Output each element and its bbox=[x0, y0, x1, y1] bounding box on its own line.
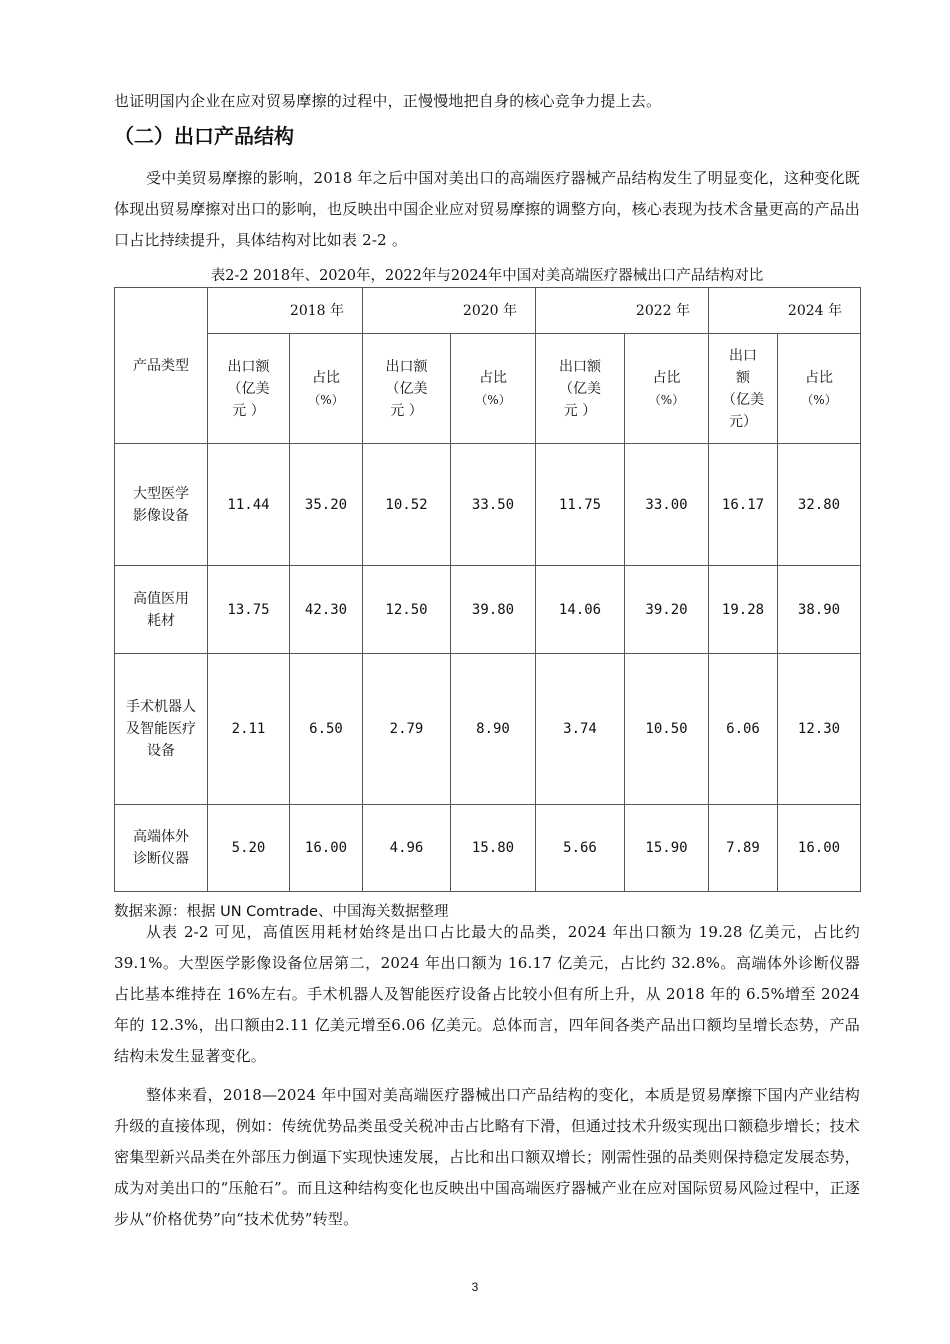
intro-paragraph: 也证明国内企业在应对贸易摩擦的过程中，正慢慢地把自身的核心竞争力提上去。 bbox=[114, 92, 662, 110]
cell-amount-2020: 12.50 bbox=[363, 566, 451, 654]
cell-amount-2022: 3.74 bbox=[536, 654, 625, 805]
cell-amount-2024: 7.89 bbox=[709, 805, 778, 892]
cell-share-2020: 39.80 bbox=[451, 566, 536, 654]
amount-header-line: （亿美 bbox=[722, 391, 764, 408]
table-row bbox=[115, 444, 861, 566]
amount-header-line: 元 ） bbox=[232, 402, 265, 419]
row-product-name bbox=[115, 805, 208, 892]
cell-amount-2018: 5.20 bbox=[208, 805, 290, 892]
row-product-name-line: 大型医学 bbox=[133, 485, 189, 502]
cell-share-2022: 15.90 bbox=[625, 805, 709, 892]
row-product-name-line: 及智能医疗 bbox=[126, 721, 196, 737]
amount-header-line: 出口 bbox=[729, 347, 757, 364]
cell-share-2018: 35.20 bbox=[290, 444, 363, 566]
row-product-name bbox=[115, 566, 208, 654]
amount-header-line: 元 ） bbox=[390, 402, 423, 419]
share-header-line: 占比 bbox=[312, 369, 340, 386]
amount-header-line: （亿美 bbox=[559, 380, 601, 397]
cell-amount-2020: 2.79 bbox=[363, 654, 451, 805]
row-product-name-line: 手术机器人 bbox=[126, 699, 196, 715]
paragraph-structure-intro: 受中美贸易摩擦的影响，2018 年之后中国对美出口的高端医疗器械产品结构发生了明显变化，这种变化既体现出贸易摩擦对出口的影响，也反映出中国企业应对贸易摩擦的调整方向，核心表现为技术含量更高的产品出口占比持续提升，具体结构对比如表 2-2 。 bbox=[114, 169, 860, 249]
cell-share-2020: 15.80 bbox=[451, 805, 536, 892]
amount-header bbox=[536, 334, 625, 444]
table-row bbox=[115, 654, 861, 805]
amount-header-line: 额 bbox=[736, 369, 750, 386]
share-header-line: （%） bbox=[308, 392, 344, 407]
cell-share-2020: 33.50 bbox=[451, 444, 536, 566]
cell-share-2022: 39.20 bbox=[625, 566, 709, 654]
row-product-name-line: 影像设备 bbox=[133, 507, 189, 524]
cell-amount-2022: 11.75 bbox=[536, 444, 625, 566]
cell-amount-2024: 6.06 bbox=[709, 654, 778, 805]
year-header-2018: 2018 年 bbox=[208, 288, 363, 334]
amount-header-line: 出口额 bbox=[385, 358, 428, 375]
cell-amount-2024: 16.17 bbox=[709, 444, 778, 566]
section-heading: （二）出口产品结构 bbox=[114, 124, 294, 148]
cell-amount-2024: 19.28 bbox=[709, 566, 778, 654]
amount-header bbox=[363, 334, 451, 444]
row-product-name bbox=[115, 444, 208, 566]
amount-header-line: （亿美 bbox=[227, 380, 270, 397]
share-header-line: 占比 bbox=[652, 369, 681, 386]
cell-share-2024: 16.00 bbox=[778, 805, 861, 892]
cell-amount-2018: 11.44 bbox=[208, 444, 290, 566]
share-header-line: 占比 bbox=[805, 369, 833, 386]
row-product-name-line: 诊断仪器 bbox=[133, 851, 189, 867]
table-row bbox=[115, 805, 861, 892]
row-product-name-line: 高端体外 bbox=[133, 829, 189, 845]
year-header-2020: 2020 年 bbox=[363, 288, 536, 334]
table-year-row bbox=[115, 288, 861, 334]
amount-header-line: 元） bbox=[729, 413, 757, 430]
year-header-2022: 2022 年 bbox=[536, 288, 709, 334]
amount-header bbox=[709, 334, 778, 444]
share-header-line: （%） bbox=[801, 392, 837, 407]
export-structure-table bbox=[114, 287, 861, 892]
cell-share-2018: 16.00 bbox=[290, 805, 363, 892]
share-header bbox=[451, 334, 536, 444]
cell-amount-2022: 14.06 bbox=[536, 566, 625, 654]
cell-share-2024: 12.30 bbox=[778, 654, 861, 805]
cell-amount-2018: 13.75 bbox=[208, 566, 290, 654]
amount-header-line: 出口额 bbox=[227, 358, 270, 375]
amount-header-line: 元 ） bbox=[563, 402, 597, 419]
cell-share-2024: 32.80 bbox=[778, 444, 861, 566]
product-type-header: 产品类型 bbox=[115, 288, 208, 444]
paragraph-summary: 整体来看，2018—2024 年中国对美高端医疗器械出口产品结构的变化，本质是贸易摩擦下国内产业结构升级的直接体现，例如：传统优势品类虽受关税冲击占比略有下滑，但通过技术升级实现出口额稳步增长；技术密集型新兴品类在外部压力倒逼下实现快速发展，占比和出口额双增长；刚需性强的品类则保持稳定发展态势，成为对美出口的“压舱石”。而且这种结构变化也反映出中国高端医疗器械产业在应对国际贸易风险过程中，正逐步从“价格优势”向“技术优势”转型。 bbox=[114, 1086, 860, 1228]
cell-amount-2020: 4.96 bbox=[363, 805, 451, 892]
cell-share-2018: 6.50 bbox=[290, 654, 363, 805]
cell-share-2020: 8.90 bbox=[451, 654, 536, 805]
cell-share-2022: 10.50 bbox=[625, 654, 709, 805]
page-number: 3 bbox=[471, 1280, 479, 1294]
amount-header bbox=[208, 334, 290, 444]
share-header bbox=[290, 334, 363, 444]
share-header-line: （%） bbox=[648, 392, 685, 407]
share-header bbox=[778, 334, 861, 444]
cell-amount-2022: 5.66 bbox=[536, 805, 625, 892]
table-caption: 表2-2 2018年、2020年，2022年与2024年中国对美高端医疗器械出口产品结构对比 bbox=[210, 268, 764, 284]
row-product-name bbox=[115, 654, 208, 805]
row-product-name-line: 耗材 bbox=[147, 612, 175, 629]
table-subheader-row bbox=[115, 334, 861, 444]
cell-share-2024: 38.90 bbox=[778, 566, 861, 654]
share-header-line: （%） bbox=[475, 392, 511, 407]
amount-header-line: （亿美 bbox=[385, 380, 428, 397]
cell-amount-2020: 10.52 bbox=[363, 444, 451, 566]
row-product-name-line: 高值医用 bbox=[133, 590, 189, 607]
amount-header-line: 出口额 bbox=[559, 358, 601, 375]
cell-share-2018: 42.30 bbox=[290, 566, 363, 654]
row-product-name-line: 设备 bbox=[147, 743, 175, 759]
year-header-2024: 2024 年 bbox=[709, 288, 861, 334]
share-header bbox=[625, 334, 709, 444]
cell-amount-2018: 2.11 bbox=[208, 654, 290, 805]
data-source-note: 数据来源：根据 UN Comtrade、中国海关数据整理 bbox=[114, 904, 449, 920]
share-header-line: 占比 bbox=[479, 369, 507, 386]
paragraph-table-analysis: 从表 2-2 可见，高值医用耗材始终是出口占比最大的品类，2024 年出口额为 19.28 亿美元，占比约 39.1%。大型医学影像设备位居第二，2024 年出口额为 16.17 亿美元，占比约 32.8%。高端体外诊断仪器占比基本维持在 16%左右。手术机器人及智能医疗设备占比较小但有所上升，从 2018 年的 6.5%增至 2024 年的 12.3%，出口额由2.11 亿美元增至6.06 亿美元。总体而言，四年间各类产品出口额均呈增长态势，产品结构未发生显著变化。 bbox=[114, 923, 860, 1065]
table-row bbox=[115, 566, 861, 654]
cell-share-2022: 33.00 bbox=[625, 444, 709, 566]
